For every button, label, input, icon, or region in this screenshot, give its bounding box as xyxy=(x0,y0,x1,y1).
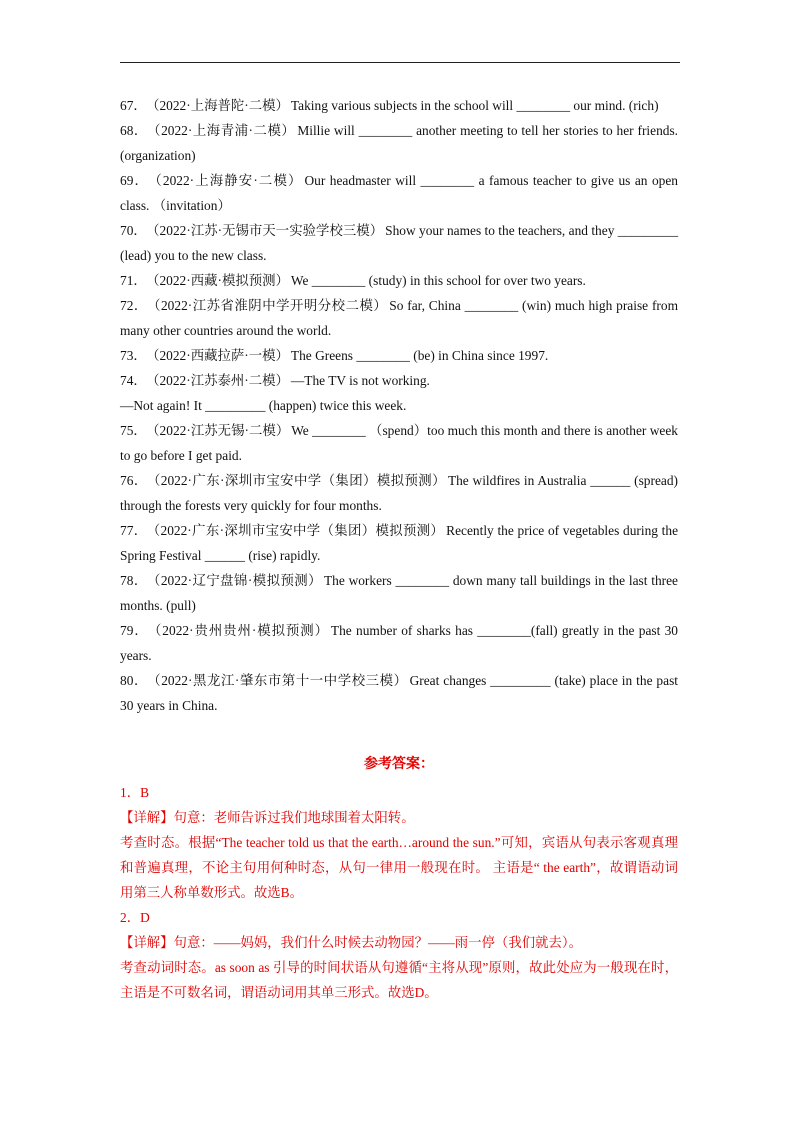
answer-item xyxy=(120,905,678,1005)
question-source: （2022·广东·深圳市宝安中学（集团）模拟预测） xyxy=(153,523,445,538)
answer-analysis: 考查时态。根据“The teacher told us that the earth…around the sun.”可知，宾语从句表示客观真理和普遍真理，不论主句用何种时态，从句一律用一般现在时。 主语是“ the earth”，故谓语动词用第三人称单数形式。故选B。 xyxy=(120,835,678,900)
question-source: （2022·上海普陀·二模） xyxy=(152,98,289,113)
question-text: Taking various subjects in the school will ________ our mind. (rich) xyxy=(290,98,659,113)
question-number: 80． xyxy=(120,673,148,688)
question-text: Our headmaster will ________ a famous teacher to give us an open class. （invitation） xyxy=(120,173,678,213)
question-number: 77． xyxy=(120,523,148,538)
question-item xyxy=(120,368,678,393)
question-extra-line: —Not again! It _________ (happen) twice this week. xyxy=(120,398,407,413)
question-item xyxy=(120,468,678,518)
document-body xyxy=(120,93,678,1005)
question-number: 78． xyxy=(120,573,148,588)
question-text: We ________ （spend）too much this month and there is another week to go before I get paid. xyxy=(120,423,679,463)
question-item xyxy=(120,93,678,118)
question-source: （2022·辽宁盘锦·模拟预测） xyxy=(153,573,322,588)
answer-head: 2．D xyxy=(120,910,150,925)
question-text: The workers ________ down many tall buildings in the last three months. (pull) xyxy=(120,573,679,613)
question-source: （2022·上海静安·二模） xyxy=(155,173,303,188)
question-text: Recently the price of vegetables during the Spring Festival ______ (rise) rapidly. xyxy=(120,523,679,563)
question-list xyxy=(120,93,678,718)
question-text: The number of sharks has ________(fall) greatly in the past 30 years. xyxy=(120,623,679,663)
question-source: （2022·西藏·模拟预测） xyxy=(152,273,289,288)
question-source: （2022·广东·深圳市宝安中学（集团）模拟预测） xyxy=(153,473,446,488)
answer-analysis: 考查动词时态。as soon as 引导的时间状语从句遵循“主将从现”原则，故此处应为一般现在时，主语是不可数名词，谓语动词用其单三形式。故选D。 xyxy=(120,960,678,1000)
question-item xyxy=(120,518,678,568)
question-source: （2022·贵州贵州·模拟预测） xyxy=(154,623,329,638)
answer-detail: 【详解】句意：——妈妈，我们什么时候去动物园？——雨一停（我们就去）。 xyxy=(120,935,582,950)
question-item xyxy=(120,218,678,268)
answer-detail: 【详解】句意：老师告诉过我们地球围着太阳转。 xyxy=(120,810,415,825)
answer-item xyxy=(120,780,678,905)
question-source: （2022·江苏无锡·二模） xyxy=(152,423,290,438)
question-item xyxy=(120,668,678,718)
question-number: 67． xyxy=(120,98,147,113)
question-item xyxy=(120,268,678,293)
question-item xyxy=(120,618,678,668)
header-rule xyxy=(120,62,680,63)
answer-title: 参考答案： xyxy=(364,757,434,772)
question-item xyxy=(120,568,678,618)
question-number: 76． xyxy=(120,473,148,488)
question-text: We ________ (study) in this school for over two years. xyxy=(290,273,586,288)
question-item xyxy=(120,168,678,218)
question-source: （2022·黑龙江·肇东市第十一中学校三模） xyxy=(153,673,408,688)
question-item xyxy=(120,293,678,343)
question-number: 74． xyxy=(120,373,147,388)
question-number: 69． xyxy=(120,173,150,188)
question-number: 72． xyxy=(120,298,148,313)
question-text: Great changes _________ (take) place in the past 30 years in China. xyxy=(120,673,679,713)
question-source: （2022·西藏拉萨·一模） xyxy=(152,348,289,363)
answer-section xyxy=(120,754,678,1005)
question-source: （2022·江苏·无锡市天一实验学校三模） xyxy=(152,223,384,238)
question-item xyxy=(120,418,678,468)
question-item xyxy=(120,118,678,168)
question-text: —The TV is not working. xyxy=(290,373,430,388)
answer-head: 1．B xyxy=(120,785,150,800)
question-number: 79． xyxy=(120,623,149,638)
question-source: （2022·上海青浦·二模） xyxy=(153,123,296,138)
question-number: 70． xyxy=(120,223,147,238)
question-source: （2022·江苏省淮阴中学开明分校二模） xyxy=(153,298,388,313)
question-text: Millie will ________ another meeting to tell her stories to her friends. (organization) xyxy=(120,123,679,163)
question-number: 71． xyxy=(120,273,147,288)
question-item xyxy=(120,343,678,368)
question-number: 73． xyxy=(120,348,147,363)
question-text: Show your names to the teachers, and they _________ (lead) you to the new class. xyxy=(120,223,679,263)
question-text: The Greens ________ (be) in China since 1997. xyxy=(290,348,549,363)
question-source: （2022·江苏泰州·二模） xyxy=(152,373,289,388)
question-number: 68． xyxy=(120,123,148,138)
question-text: So far, China ________ (win) much high praise from many other countries around the world. xyxy=(120,298,679,338)
question-text: The wildfires in Australia ______ (spread) through the forests very quickly for four months. xyxy=(120,473,679,513)
question-number: 75． xyxy=(120,423,147,438)
